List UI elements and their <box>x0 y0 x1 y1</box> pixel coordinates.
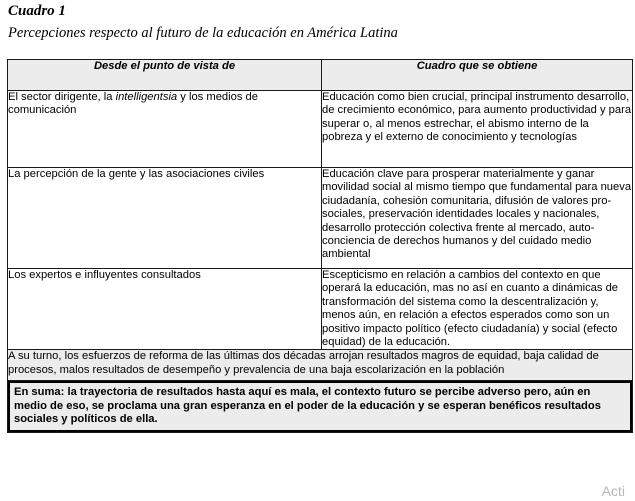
reform-summary-cell: A su turno, los esfuerzos de reforma de las últimas dos décadas arrojan resultados magros de equidad, baja calidad de procesos, malos resultados de desempeño y prevalencia de una baja escolarización en la población <box>8 350 633 381</box>
table-row <box>8 91 633 168</box>
activation-watermark: Acti <box>601 483 625 499</box>
row-picture-cell: Educación clave para prosperar materialmente y ganar movilidad social al mismo tiempo que fundamental para nueva ciudadanía, cohesión comunitaria, difusión de valores pro-sociales, preservación identidades locales y nacionales, desarrollo protección colectiva frente al mercado, auto-conciencia de derechos humanos y del cuidado medio ambiental <box>322 168 633 269</box>
row-picture-cell: Escepticismo en relación a cambios del contexto en que operará la educación, mas no así en cuanto a dinámicas de transformación del sistema como la descentralización y, menos aún, en relación a efectos esperados como son un positivo impacto político (efecto ciudadanía) y social (efecto equidad) de la educación. <box>322 269 633 350</box>
conclusion-cell <box>8 381 633 432</box>
column-header-viewpoint: Desde el punto de vista de <box>8 60 322 91</box>
row-viewpoint-cell: Los expertos e influyentes consultados <box>8 269 322 350</box>
table-title: Cuadro 1 <box>8 3 66 19</box>
table-subtitle: Percepciones respecto al futuro de la educación en América Latina <box>8 25 398 41</box>
table-header-row <box>8 60 633 91</box>
conclusion-box: En suma: la trayectoria de resultados hasta aquí es mala, el contexto futuro se percibe adverso pero, aún en medio de eso, se proclama una gran esperanza en el poder de la educación y se esperan benéficos resultados sociales y políticos de ella. <box>8 381 632 431</box>
perceptions-table <box>7 59 633 433</box>
summary-row <box>8 350 633 381</box>
row-picture-cell: Educación como bien crucial, principal instrumento desarrollo, de crecimiento económico, para aumento productividad y para superar o, al menos estrechar, el abismo interno de la pobreza y el externo de conocimiento y tecnologías <box>322 91 633 168</box>
row-viewpoint-cell: La percepción de la gente y las asociaciones civiles <box>8 168 322 269</box>
table-row <box>8 168 633 269</box>
row-viewpoint-cell <box>8 91 322 168</box>
row-viewpoint-text: El sector dirigente, la <box>8 91 116 103</box>
conclusion-row <box>8 381 633 432</box>
column-header-picture: Cuadro que se obtiene <box>322 60 633 91</box>
table-row <box>8 269 633 350</box>
row-viewpoint-text-end: y los medios de comunicación <box>8 91 258 117</box>
intelligentsia-term: intelligentsia <box>115 91 178 103</box>
